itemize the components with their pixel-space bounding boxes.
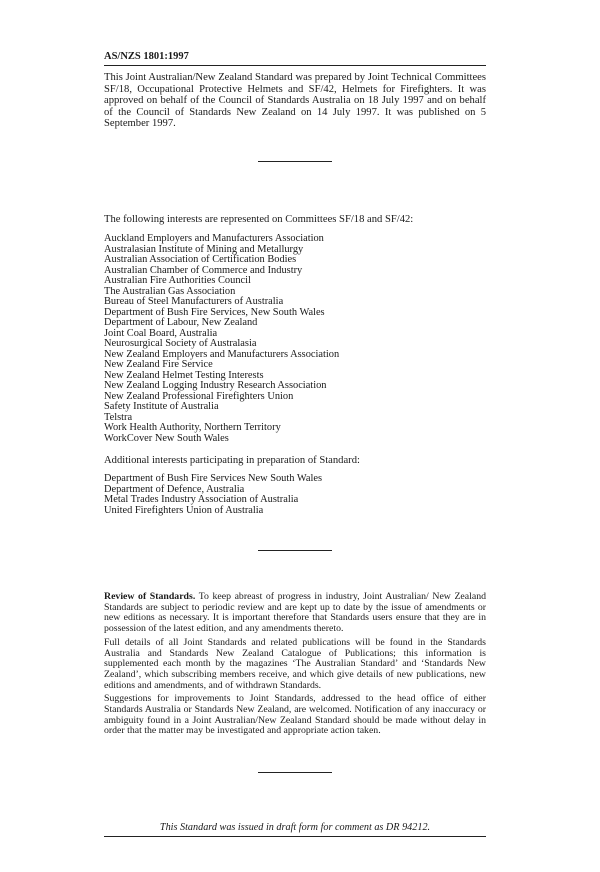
list-item: New Zealand Professional Firefighters Union <box>104 390 294 402</box>
review-of-standards <box>104 592 486 740</box>
list-item: Joint Coal Board, Australia <box>104 327 218 339</box>
list-item: New Zealand Logging Industry Research Association <box>104 380 327 391</box>
review-text: To keep abreast of progress in industry, Joint Australian/ New Zealand Standards are subject to periodic review and are kept up to date by the issue of amendments or new editions as necessary. It is important therefore that Standards users ensure that they are in possession of the latest edition, and any amendments thereto. <box>104 591 487 635</box>
review-paragraph <box>104 592 486 635</box>
review-heading: Review of Standards. <box>104 591 196 602</box>
list-item: Work Health Authority, Northern Territory <box>104 422 281 433</box>
list-item: Australian Chamber of Commerce and Industry <box>104 264 303 276</box>
page-header: AS/NZS 1801:1997 <box>104 51 486 66</box>
list-item: The Australian Gas Association <box>104 285 236 297</box>
draft-note: This Standard was issued in draft form for comment as DR 94212. <box>104 822 486 837</box>
review-paragraph: Suggestions for improvements to Joint Standards, addressed to the head office of either Standards Australia or Standards New Zealand, are welcomed. Notification of any inaccuracy or ambiguity found in a Joint Australian/New Zealand Standard should be made without delay in order that the matter may be investigated and appropriate action taken. <box>104 693 486 737</box>
list-item: United Firefighters Union of Australia <box>104 504 264 516</box>
publication-statement: This Joint Australian/New Zealand Standard was prepared by Joint Technical Committees SF/18, Occupational Protective Helmets and SF/42, Helmets for Firefighters. It was approved on behalf of the Council of Standards Australia on 18 July 1997 and on behalf of the Council of Standards New Zealand on 14 July 1997. It was published on 5 September 1997. <box>104 72 486 129</box>
list-item: Department of Bush Fire Services, New South Wales <box>104 306 325 318</box>
list-item: New Zealand Employers and Manufacturers Association <box>104 348 340 360</box>
section-divider <box>258 550 332 551</box>
section-divider <box>258 161 332 162</box>
list-item: Department of Defence, Australia <box>104 483 245 495</box>
list-item: Neurosurgical Society of Australasia <box>104 338 257 349</box>
list-item: Telstra <box>104 411 133 423</box>
section-divider <box>258 772 332 773</box>
list-item: Department of Labour, New Zealand <box>104 317 258 328</box>
list-item: Australian Fire Authorities Council <box>104 275 251 286</box>
additional-interests-intro: Additional interests participating in preparation of Standard: <box>104 455 360 466</box>
committee-organization-list <box>104 234 486 444</box>
list-item: Australian Association of Certification Bodies <box>104 254 297 265</box>
review-paragraph: Full details of all Joint Standards and related publications will be found in the Standards Australia and Standards New Zealand Catalogue of Publications; this information is supplemented each month by the magazines ‘The Australian Standard’ and ‘Standards New Zealand’, which subscribing members receive, and which give details of new publications, new editions and amendments, and of withdrawn Standards. <box>104 636 486 691</box>
list-item: Safety Institute of Australia <box>104 401 219 412</box>
list-item: New Zealand Fire Service <box>104 359 213 370</box>
additional-organization-list <box>104 474 486 516</box>
list-item: Metal Trades Industry Association of Australia <box>104 494 299 505</box>
list-item: Australasian Institute of Mining and Metallurgy <box>104 243 304 255</box>
list-item: Bureau of Steel Manufacturers of Australia <box>104 296 284 307</box>
list-item: Department of Bush Fire Services New South Wales <box>104 473 322 484</box>
list-item: New Zealand Helmet Testing Interests <box>104 369 264 381</box>
list-item: Auckland Employers and Manufacturers Association <box>104 233 324 244</box>
list-item: WorkCover New South Wales <box>104 432 229 444</box>
committees-intro: The following interests are represented on Committees SF/18 and SF/42: <box>104 214 414 225</box>
